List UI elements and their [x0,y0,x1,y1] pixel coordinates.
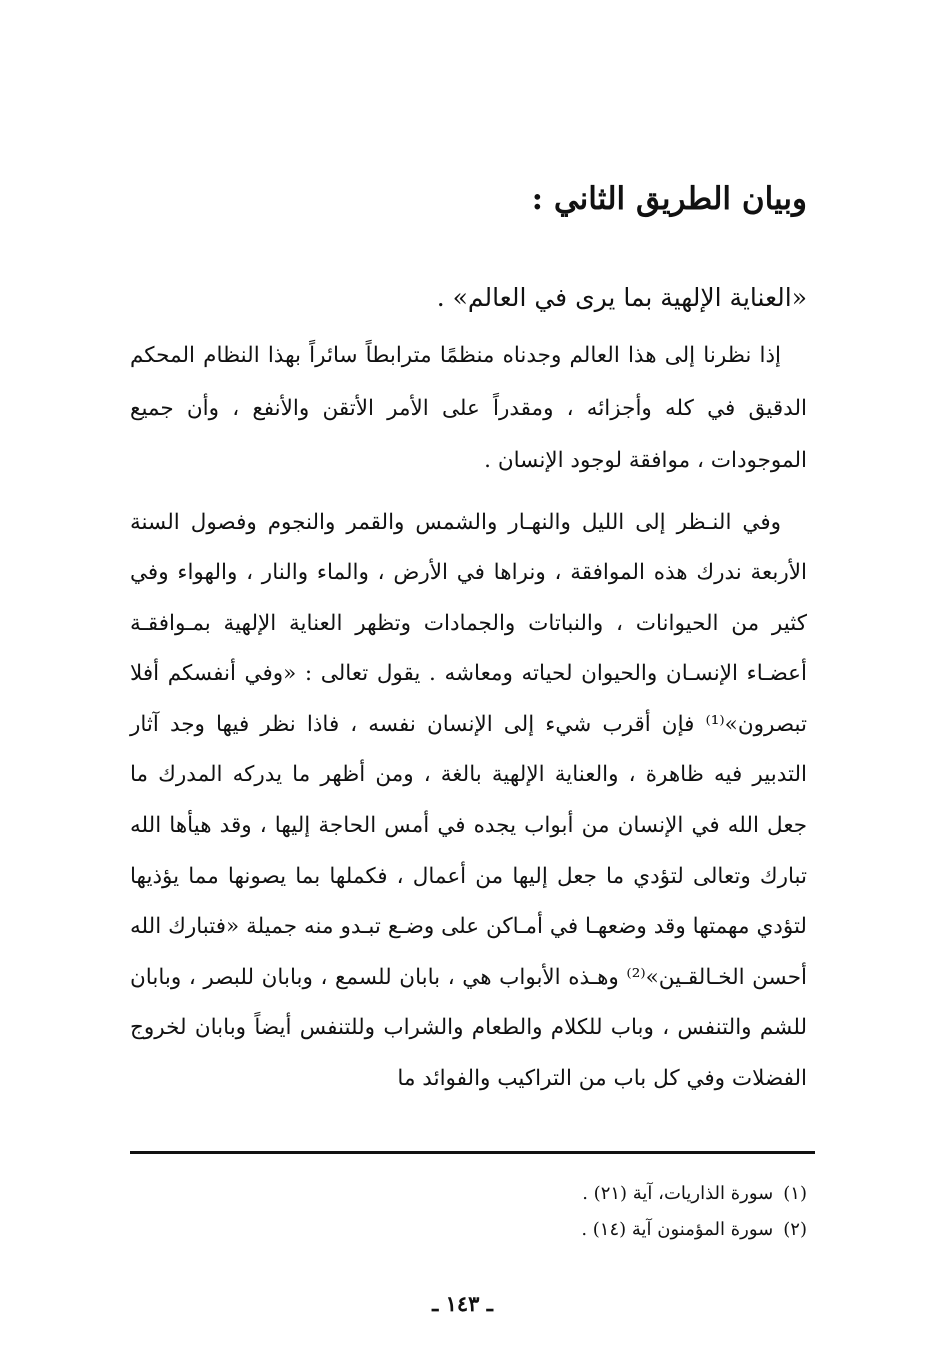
body-text [130,330,807,1115]
page-number: ـ ١٤٣ ـ [432,1291,493,1316]
section-heading: وبيان الطريق الثاني : [531,181,807,217]
footnote-item [130,1176,807,1212]
paragraph: وفي النـظر إلى الليل والنهـار والشمس والقمر والنجوم وفصول السنة الأربعة ندرك هذه الموافقة ، ونراها في الأرض ، والماء والنار ، والهواء وفي كثير من الحيوانات ، والنباتات والجمادات وتظهر العناية الإلهية بمـوافقـة أعضـاء الإنسـان والحيوان لحياته ومعاشه . يقول تعالى : «وفي أنفسكم أفلا تبصرون»⁽¹⁾ فإن أقرب شيء إلى الإنسان نفسه ، فاذا نظر فيها وجد آثار التدبير فيه ظاهرة ، والعناية الإلهية بالغة ، ومن أظهر ما يدركه المدرك ما جعل الله في الإنسان من أبواب يجده في أمس الحاجة إليها ، وقد هيأها الله تبارك وتعالى لتؤدي ما جعل إليها من أعمال ، فكملها بما يصونها مما يؤذيها لتؤدي مهمتها وقد وضعهـا في أمـاكن على وضـع تبـدو منه جميلة «فتبارك الله أحسن الخـالقـين»⁽²⁾ وهـذه الأبواب هي ، بابان للسمع ، وبابان للبصر ، وبابان للشم والتنفس ، وباب للكلام والطعام والشراب وللتنفس أيضاً وبابان لخروج الفضلات وفي كل باب من التراكيب والفوائد ما [130,509,807,1092]
footnote-text: سورة الذاريات، آية (٢١) . [582,1183,774,1204]
footnote-number: (١) [783,1183,807,1204]
footnote-item [130,1212,807,1248]
footnote-separator [130,1151,815,1154]
paragraph: إذا نظرنا إلى هذا العالم وجدناه منظمًا مترابطاً سائراً بهذا النظام المحكم الدقيق في كله وأجزائه ، ومقدراً على الأمر الأتقن والأنفع ، وأن جميع الموجودات ، موافقة لوجود الإنسان . [130,343,807,473]
footnote-text: سورة المؤمنون آية (١٤) . [581,1219,774,1240]
section-subtitle: «العناية الإلهية بما يرى في العالم» . [436,283,807,312]
footnotes [130,1176,807,1248]
footnote-number: (٢) [783,1219,807,1240]
